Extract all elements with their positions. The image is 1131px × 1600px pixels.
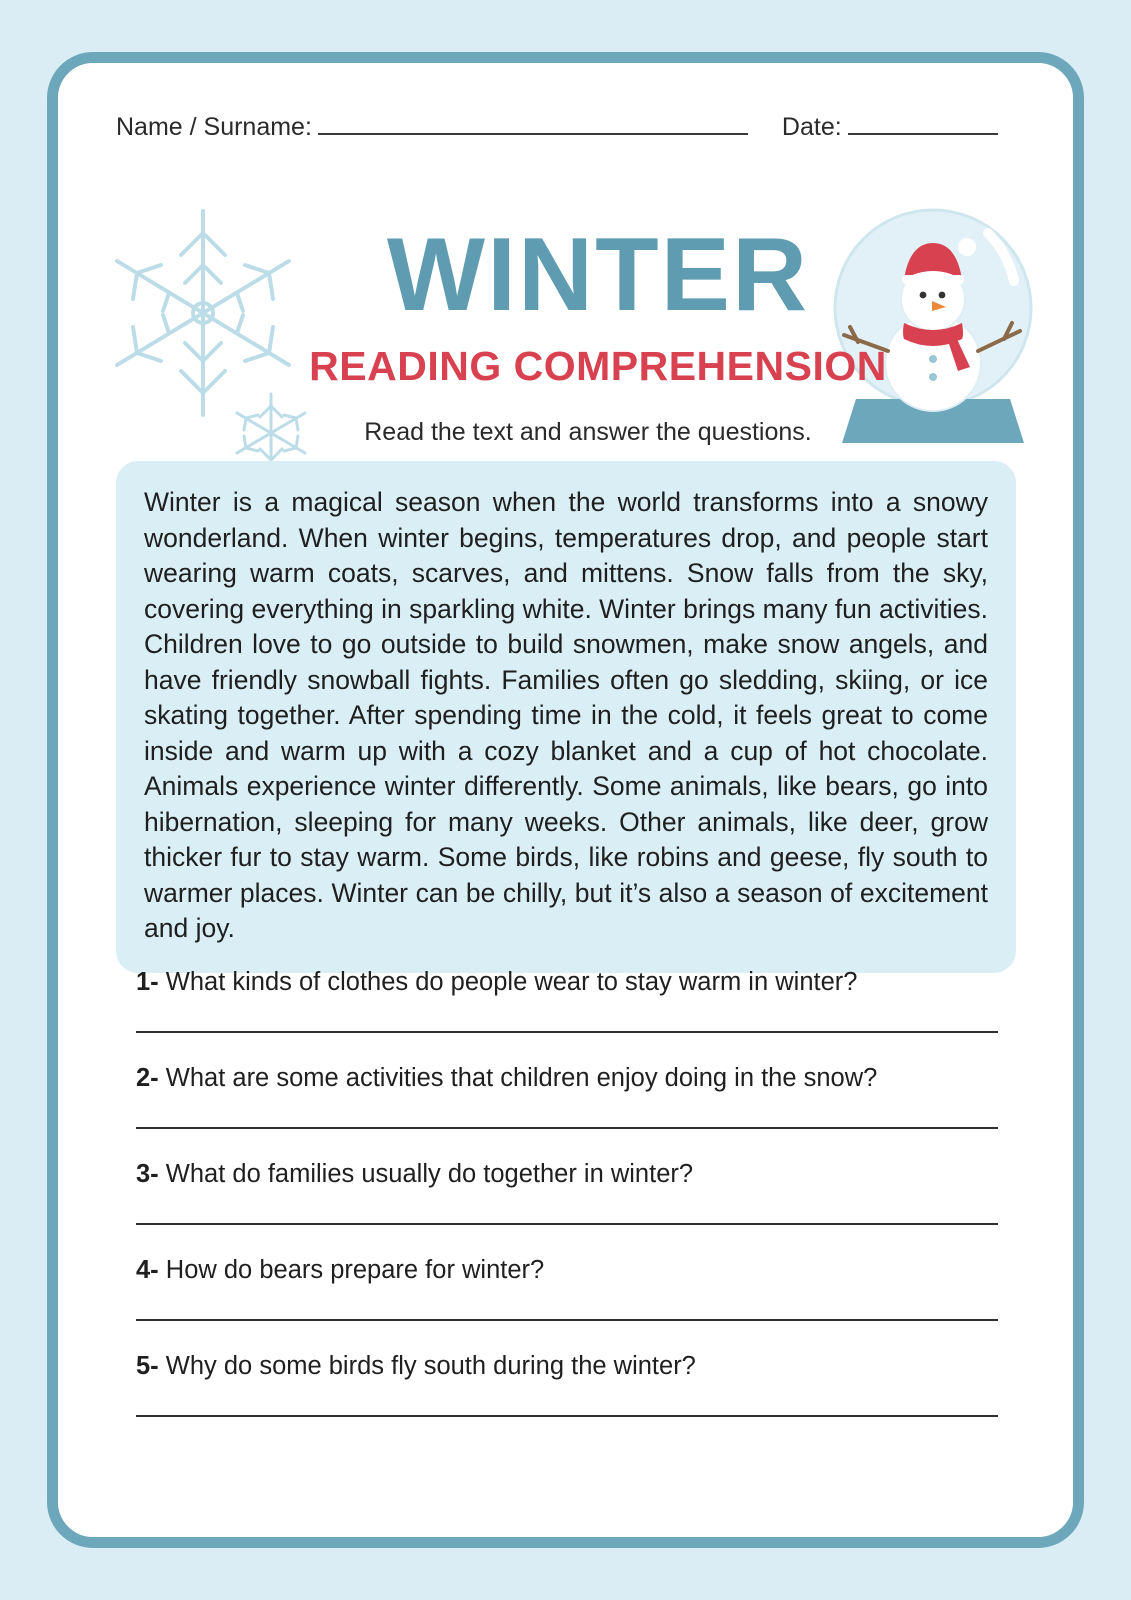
question-number: 3-: [136, 1160, 159, 1188]
instruction-text: Read the text and answer the questions.: [364, 418, 812, 446]
page-title: WINTER: [386, 217, 810, 333]
question-number: 5-: [136, 1352, 159, 1380]
name-input-line[interactable]: [318, 111, 748, 135]
question-item: [116, 1352, 1016, 1417]
question-text: [136, 968, 1016, 997]
question-text: [136, 1160, 1016, 1189]
question-number: 1-: [136, 968, 159, 996]
question-item: [116, 968, 1016, 1033]
date-input-line[interactable]: [848, 111, 998, 135]
answer-line[interactable]: [136, 1291, 998, 1321]
name-date-row: [116, 111, 1016, 142]
answer-line[interactable]: [136, 1099, 998, 1129]
answer-line[interactable]: [136, 1195, 998, 1225]
answer-line[interactable]: [136, 1387, 998, 1417]
title-block: [58, 183, 1073, 493]
question-item: [116, 1256, 1016, 1321]
questions-list: [116, 968, 1016, 1448]
question-item: [116, 1160, 1016, 1225]
question-item: [116, 1064, 1016, 1129]
question-label: What do families usually do together in winter?: [165, 1160, 694, 1188]
question-text: [136, 1352, 1016, 1381]
question-number: 2-: [136, 1064, 159, 1092]
reading-passage: Winter is a magical season when the world transforms into a snowy wonderland. When winter begins, temperatures drop, and people start wearing warm coats, scarves, and mittens. Snow falls from the sky, covering everything in sparkling white. Winter brings many fun activities. Children love to go outside to build snowmen, make snow angels, and have friendly snowball fights. Families often go sledding, skiing, or ice skating together. After spending time in the cold, it feels great to come inside and warm up with a cozy blanket and a cup of hot chocolate. Animals experience winter differently. Some animals, like bears, go into hibernation, sleeping for many weeks. Other animals, like deer, grow thicker fur to stay warm. Some birds, like robins and geese, fly south to warmer places. Winter can be chilly, but it’s also a season of excitement and joy.: [116, 461, 1016, 973]
name-label: Name / Surname:: [116, 113, 312, 141]
question-label: Why do some birds fly south during the winter?: [165, 1352, 696, 1380]
question-text: [136, 1064, 1016, 1093]
question-label: How do bears prepare for winter?: [165, 1256, 545, 1284]
page-subtitle: READING COMPREHENSION: [309, 343, 887, 389]
question-label: What are some activities that children enjoy doing in the snow?: [165, 1064, 878, 1092]
worksheet-page-inner: [58, 63, 1073, 1537]
answer-line[interactable]: [136, 1003, 998, 1033]
date-label: Date:: [781, 113, 842, 141]
question-number: 4-: [136, 1256, 159, 1284]
question-label: What kinds of clothes do people wear to stay warm in winter?: [165, 968, 858, 996]
worksheet-page: [47, 52, 1084, 1548]
question-text: [136, 1256, 1016, 1285]
